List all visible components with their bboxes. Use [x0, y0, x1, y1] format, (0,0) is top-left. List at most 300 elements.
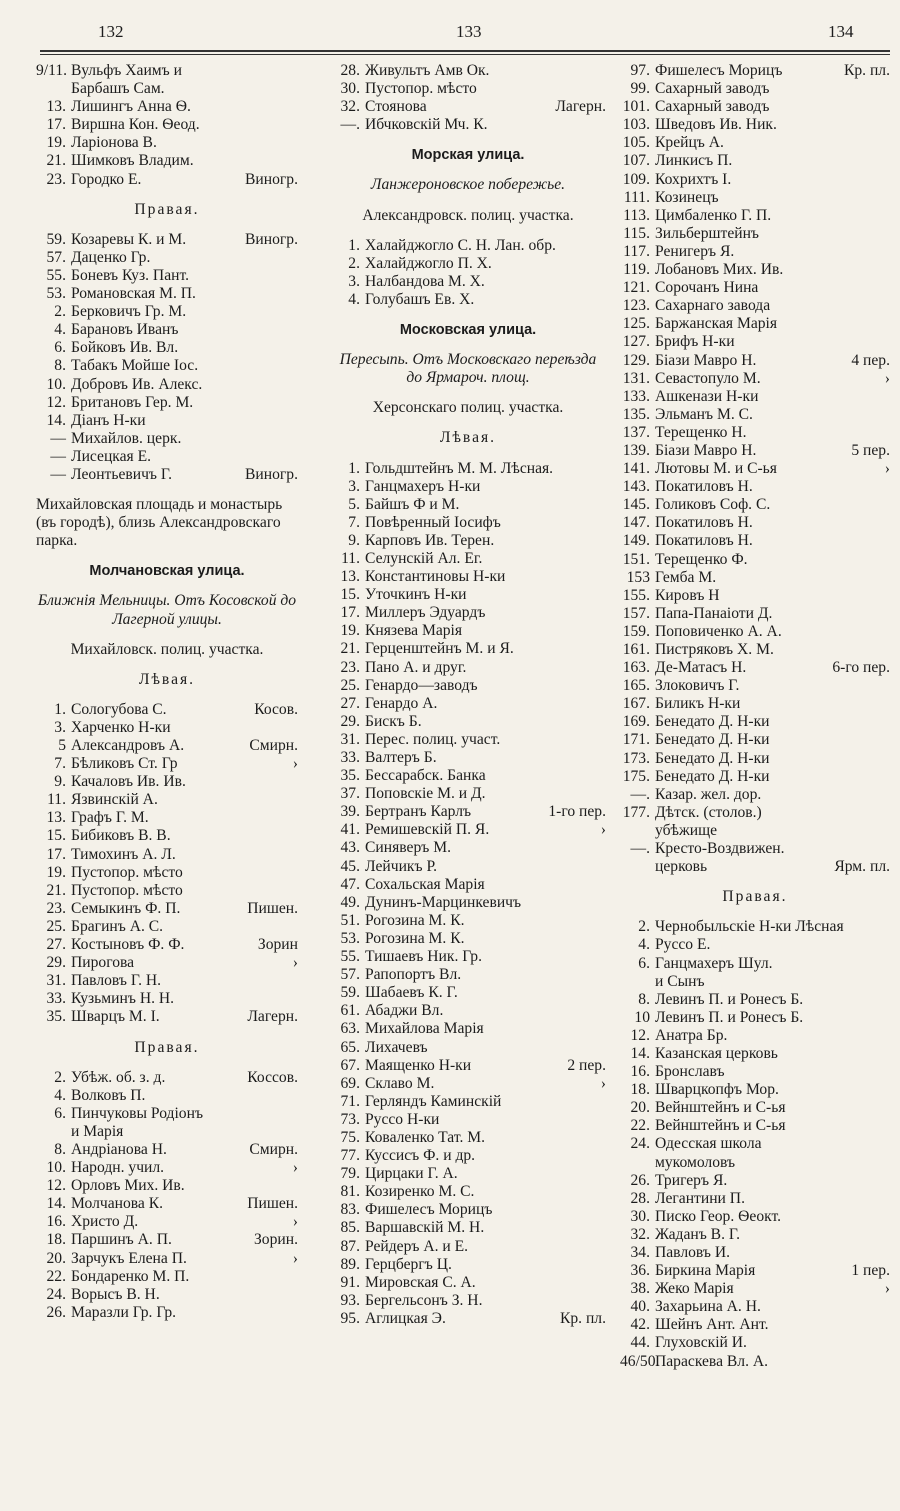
cross-street-note: Косов.: [254, 700, 298, 718]
house-number: 153: [626, 568, 650, 586]
directory-entry: [330, 1201, 606, 1219]
directory-entry: [330, 532, 606, 550]
owner-name: Виршна Кон. Ѳеод.: [71, 116, 200, 134]
house-number: 1.: [348, 459, 360, 477]
directory-entry: [620, 1009, 890, 1027]
owner-name: мукомоловъ: [655, 1153, 736, 1171]
owner-name: Пистряковъ Х. М.: [655, 641, 774, 658]
house-number: 4.: [638, 936, 650, 954]
owner-name: Даценко Гр.: [71, 248, 151, 266]
owner-name: Параскева Вл. А.: [655, 1352, 769, 1370]
owner-name: Бенедато Д. Н-ки: [655, 749, 770, 767]
directory-entry: [330, 767, 606, 785]
cross-street-note: Виногр.: [245, 170, 298, 188]
house-number: 3.: [54, 718, 66, 736]
owner-name: Лейчикъ Р.: [365, 857, 438, 875]
owner-name: Тимохинъ А. Л.: [71, 845, 176, 863]
street-title: Молчановская улица.: [89, 563, 245, 580]
directory-entry: [620, 641, 890, 659]
directory-entry: [36, 1286, 298, 1304]
owner-name: Миллеръ Эдуардъ: [365, 604, 486, 622]
cross-street-note: Лагерн.: [247, 1008, 298, 1026]
owner-name: Леонтьевичъ Г.: [71, 465, 173, 483]
house-number: 30.: [340, 80, 360, 98]
house-number: 47.: [340, 875, 360, 893]
spacer: [620, 906, 890, 918]
house-number: 113.: [623, 206, 650, 224]
owner-name: Тишаевъ Ник. Гр.: [365, 948, 482, 966]
directory-entry: [620, 1262, 890, 1280]
house-number: 18.: [46, 1231, 66, 1249]
owner-name: Козаревы К. и М.: [71, 230, 187, 248]
owner-name: Де-Матасъ Н.: [655, 659, 747, 677]
owner-name: Лихачевъ: [365, 1038, 428, 1056]
directory-entry: [620, 496, 890, 514]
directory-entry: [36, 1141, 298, 1159]
directory-entry: [36, 755, 298, 773]
directory-entry: [36, 864, 298, 882]
spacer: [330, 195, 606, 207]
directory-entry: [330, 749, 606, 767]
owner-name: Гемба М.: [655, 568, 717, 586]
owner-name: Генардо А.: [365, 694, 438, 712]
cross-street-note: Зорин: [257, 936, 298, 954]
directory-entry: [36, 1213, 298, 1231]
directory-entry: [36, 134, 298, 152]
spacer: [36, 580, 298, 592]
owner-name: Цирцаки Г. А.: [365, 1165, 458, 1183]
directory-entry: [620, 388, 890, 406]
directory-entry: [330, 1274, 606, 1292]
spacer: [330, 225, 606, 237]
directory-entry: [36, 1159, 298, 1177]
house-number: 45.: [340, 857, 360, 875]
owner-name: Варшавскій М. Н.: [365, 1219, 485, 1237]
house-number: 31.: [340, 730, 360, 748]
directory-entry: [330, 62, 606, 80]
directory-entry: [620, 171, 890, 189]
cross-street-note: Ярм. пл.: [834, 858, 890, 876]
spacer: [36, 189, 298, 201]
directory-entry: [330, 803, 606, 821]
house-number: 151.: [622, 550, 650, 568]
owner-name: Діанъ Н-ки: [71, 411, 146, 429]
house-number: 117.: [623, 242, 650, 260]
house-number: 43.: [340, 839, 360, 857]
entry-continuation: [36, 80, 298, 98]
directory-entry: [620, 1226, 890, 1244]
owner-name: Константиновы Н-ки: [365, 568, 506, 586]
owner-name: Костыновъ Ф. Ф.: [71, 936, 185, 954]
cross-street-note: ›: [600, 1074, 606, 1092]
directory-entry: [36, 827, 298, 845]
house-number: 35.: [46, 1008, 66, 1026]
directory-entry: [330, 1111, 606, 1129]
owner-name: Павловъ И.: [655, 1244, 731, 1261]
owner-name: Бенедато Д. Н-ки: [655, 731, 770, 749]
owner-name: Рогозина М. К.: [365, 911, 465, 929]
house-number: 6.: [638, 954, 650, 972]
directory-entry: [620, 189, 890, 207]
directory-entry: [620, 478, 890, 496]
owner-name: Герляндъ Каминскій: [365, 1092, 502, 1110]
owner-name: Кохрихтъ І.: [655, 170, 732, 188]
directory-entry: [330, 894, 606, 912]
owner-name: Семыкинъ Ф. П.: [71, 899, 181, 917]
house-number: 16.: [630, 1063, 650, 1081]
owner-name: Крейцъ А.: [655, 134, 724, 152]
house-number: 33.: [340, 749, 360, 766]
house-number: 133.: [622, 387, 650, 405]
owner-name: Севастопуло М.: [655, 369, 761, 387]
house-number: 25.: [46, 917, 66, 935]
house-number: 25.: [340, 676, 360, 694]
owner-name: Куссисъ Ф. и др.: [365, 1147, 476, 1165]
owner-name: Абаджи Вл.: [365, 1002, 444, 1020]
owner-name: Фишелесъ Морицъ: [655, 62, 783, 79]
owner-name: Убѣж. об. з. д.: [71, 1068, 166, 1086]
owner-name: Сорочанъ Нина: [655, 279, 759, 297]
house-number: 171.: [622, 731, 650, 749]
owner-name: Рогозина М. К.: [365, 929, 465, 947]
cross-street-note: Смирн.: [249, 1140, 298, 1158]
owner-name: Гольдштейнъ М. М. Лѣсная.: [365, 459, 554, 477]
house-number: 115.: [623, 224, 650, 242]
house-number: 23.: [46, 899, 66, 917]
cross-street-note: Кр. пл.: [559, 1309, 606, 1327]
house-number: 155.: [622, 586, 650, 604]
cross-street-note: ›: [292, 1249, 298, 1267]
directory-entry: [36, 1105, 298, 1123]
directory-entry: [330, 98, 606, 116]
spacer: [36, 689, 298, 701]
directory-entry: [620, 1063, 890, 1081]
house-number: 159.: [622, 622, 650, 640]
spacer: [330, 164, 606, 176]
owner-name: Пано А. и друг.: [365, 658, 467, 676]
owner-name: Христо Д.: [71, 1213, 139, 1231]
directory-entry: [330, 291, 606, 309]
house-number: 65.: [340, 1038, 360, 1056]
directory-entry: [330, 1129, 606, 1147]
directory-entry: [330, 1256, 606, 1274]
owner-name: Перес. полиц. участ.: [365, 730, 501, 748]
owner-name: Народн. учил.: [71, 1159, 165, 1177]
directory-entry: [36, 152, 298, 170]
directory-entry: [620, 955, 890, 973]
directory-entry: [36, 303, 298, 321]
owner-name: Бискъ Б.: [365, 712, 422, 730]
owner-name: Байшъ Ф и М.: [365, 495, 460, 513]
house-number: 67.: [340, 1056, 360, 1074]
house-number: 5: [58, 737, 66, 754]
owner-name: Павловъ Г. Н.: [71, 972, 162, 990]
entry-continuation: [620, 858, 890, 876]
house-number: 28.: [340, 62, 360, 79]
directory-entry: [620, 116, 890, 134]
owner-name: Качаловъ Ив. Ив.: [71, 773, 186, 791]
directory-entry: [330, 237, 606, 255]
cross-street-note: Виногр.: [245, 465, 298, 483]
directory-entry: [620, 98, 890, 116]
house-number: 143.: [622, 478, 650, 496]
owner-name: Паршинъ А. П.: [71, 1231, 172, 1249]
house-number: 3.: [348, 477, 360, 495]
directory-entry: [330, 785, 606, 803]
house-number: 8.: [54, 1140, 66, 1158]
owner-name: Пирогова: [71, 954, 135, 972]
house-number: 27.: [340, 694, 360, 712]
owner-name: Казар. жел. дор.: [655, 785, 762, 803]
house-number: 15.: [46, 827, 66, 845]
directory-entry: [330, 876, 606, 894]
owner-name: Поповиченко А. А.: [655, 622, 782, 640]
house-number: 36.: [630, 1262, 650, 1280]
house-number: 21.: [46, 881, 66, 899]
owner-name: Казанская церковь: [655, 1044, 778, 1062]
directory-entry: [330, 80, 606, 98]
directory-entry: [36, 954, 298, 972]
owner-name: Терещенко Ф.: [655, 550, 748, 568]
owner-name: Покатиловъ Н.: [655, 478, 753, 496]
owner-name: Склаво М.: [365, 1074, 435, 1092]
owner-name: Эльманъ М. С.: [655, 405, 753, 423]
owner-name: Лисецкая Е.: [71, 447, 152, 465]
house-number: 17.: [340, 604, 360, 622]
spacer: [330, 448, 606, 460]
house-number: 1.: [348, 236, 360, 254]
owner-name: Городко Е.: [71, 170, 142, 188]
owner-name: Вейнштейнъ и С-ья: [655, 1117, 786, 1135]
house-number: 5.: [348, 495, 360, 513]
house-number: 17.: [46, 845, 66, 863]
directory-entry: [36, 267, 298, 285]
house-number: 147.: [622, 514, 650, 532]
cross-street-note: Пишен.: [247, 899, 298, 917]
cross-street-note: 2 пер.: [567, 1056, 606, 1074]
owner-name: Папа-Панаіоти Д.: [655, 604, 773, 622]
spacer: [36, 219, 298, 231]
directory-entry: [330, 550, 606, 568]
cross-street-note: ›: [884, 369, 890, 387]
house-number: 26.: [630, 1171, 650, 1189]
house-number: 8.: [54, 357, 66, 375]
owner-name: Биликъ Н-ки: [655, 695, 741, 713]
directory-entry: [330, 1219, 606, 1237]
house-number: 29.: [340, 712, 360, 730]
spacer: [330, 417, 606, 429]
house-number: 73.: [340, 1110, 360, 1128]
cross-street-note: ›: [292, 1213, 298, 1231]
house-number: 177.: [622, 803, 650, 821]
house-number: 169.: [622, 713, 650, 731]
directory-entry: [36, 116, 298, 134]
owner-name: Сологубова С.: [71, 700, 167, 718]
directory-entry: [620, 460, 890, 478]
house-number: 40.: [630, 1298, 650, 1316]
cross-street-note: ›: [884, 460, 890, 478]
directory-entry: [620, 1117, 890, 1135]
house-number: 23.: [46, 170, 66, 188]
street-description: Ланжероновское побережье.: [370, 176, 566, 194]
directory-entry: [620, 207, 890, 225]
owner-name: Синяверъ М.: [365, 839, 451, 857]
directory-entry: [620, 750, 890, 768]
owner-name: Линкисъ П.: [655, 152, 733, 170]
house-number: 18.: [630, 1081, 650, 1099]
directory-entry: [36, 900, 298, 918]
owner-name: Покатиловъ Н.: [655, 514, 753, 532]
house-number: 9.: [348, 531, 360, 549]
owner-name: Орловъ Мих. Ив.: [71, 1177, 185, 1195]
house-number: 14.: [46, 411, 66, 429]
house-number: 13.: [46, 98, 66, 116]
house-number: 161.: [622, 641, 650, 658]
house-number: 137.: [622, 423, 650, 441]
directory-entry: [620, 514, 890, 532]
house-number: 1.: [54, 700, 66, 718]
cross-street-note: ›: [292, 1159, 298, 1177]
directory-entry: [36, 809, 298, 827]
house-number: 2.: [348, 254, 360, 272]
owner-name: Налбандова М. Х.: [365, 272, 485, 290]
house-number: 139.: [622, 441, 650, 459]
house-number: 4.: [54, 321, 66, 339]
directory-entry: [620, 1334, 890, 1352]
street-description: Ближнія Мельницы. Отъ Косовской до Лагерной улицы.: [37, 592, 297, 628]
owner-name: Лютовы М. и С-ья: [655, 460, 777, 478]
owner-name: Андріанова Н.: [71, 1140, 167, 1158]
owner-name: Пустопор. мѣсто: [365, 80, 477, 98]
owner-name: Халайджогло С. Н. Лан. обр.: [365, 236, 556, 254]
house-number: —: [50, 429, 66, 447]
directory-entry: [620, 731, 890, 749]
owner-name: Князева Марія: [365, 622, 463, 640]
house-number: 59.: [340, 984, 360, 1002]
directory-entry: [620, 1280, 890, 1298]
police-district: Херсонскаго полиц. участка.: [372, 399, 564, 417]
house-number: 69.: [340, 1074, 360, 1092]
directory-entry: [36, 62, 298, 80]
owner-name: Глуховскій И.: [655, 1334, 747, 1352]
directory-entry: [620, 1244, 890, 1262]
directory-entry: [620, 695, 890, 713]
cross-street-note: Кр. пл.: [843, 62, 890, 79]
owner-name: Руссо Н-ки: [365, 1110, 440, 1128]
house-number: 7.: [348, 513, 360, 531]
house-number: 3.: [348, 272, 360, 290]
directory-entry: [330, 821, 606, 839]
owner-name: Маразли Гр. Гр.: [71, 1303, 177, 1321]
directory-entry: [36, 1087, 298, 1105]
owner-name: Шварцъ М. І.: [71, 1008, 160, 1026]
house-number: 21.: [46, 152, 66, 170]
directory-entry: [36, 936, 298, 954]
spacer: [330, 387, 606, 399]
directory-entry: [330, 604, 606, 622]
side-heading: Правая.: [722, 888, 788, 906]
house-number: 101.: [622, 98, 650, 116]
house-number: 131.: [622, 369, 650, 387]
house-number: 157.: [622, 604, 650, 622]
house-number: 95.: [340, 1309, 360, 1327]
house-number: 12.: [46, 393, 66, 411]
owner-name: Зарчукъ Елена П.: [71, 1249, 187, 1267]
directory-entry: [330, 568, 606, 586]
house-number: 71.: [340, 1092, 360, 1110]
directory-entry: [36, 321, 298, 339]
owner-name: Ларіонова В.: [71, 134, 157, 152]
directory-entry: [620, 152, 890, 170]
directory-entry: [330, 496, 606, 514]
owner-name: Шимковъ Владим.: [71, 152, 194, 170]
owner-name: Козинецъ: [655, 188, 719, 206]
house-number: 19.: [46, 863, 66, 881]
directory-entry: [620, 804, 890, 822]
owner-name: Романовская М. П.: [71, 285, 196, 303]
cross-street-note: Пишен.: [247, 1195, 298, 1213]
owner-name: Уточкинъ Н-ки: [365, 586, 467, 604]
house-number: 97.: [630, 62, 650, 79]
house-number: 11.: [47, 791, 66, 809]
owner-name: Шведовъ Ив. Ник.: [655, 116, 777, 134]
directory-entry: [36, 376, 298, 394]
house-number: 99.: [630, 80, 650, 98]
house-number: 32.: [340, 98, 360, 116]
directory-entry: [330, 930, 606, 948]
street-title: Морская улица.: [411, 147, 525, 164]
owner-name: Цимбаленко Г. П.: [655, 206, 772, 224]
house-number: 55.: [340, 948, 360, 966]
directory-entry: [330, 966, 606, 984]
owner-name: Повѣренный Іосифъ: [365, 513, 501, 531]
owner-name: Баржанская Марія: [655, 315, 778, 333]
cross-street-note: 5 пер.: [851, 441, 890, 459]
directory-entry: [620, 352, 890, 370]
owner-name: Анатра Бр.: [655, 1026, 728, 1044]
owner-name: Герценштейнъ М. и Я.: [365, 640, 514, 658]
directory-entry: [620, 225, 890, 243]
house-number: 2.: [638, 918, 650, 936]
house-number: 26.: [46, 1303, 66, 1321]
spacer: [36, 629, 298, 641]
house-number: 22.: [630, 1117, 650, 1135]
side-heading: Лѣвая.: [439, 429, 497, 447]
directory-entry: [330, 1039, 606, 1057]
house-number: 2.: [54, 1068, 66, 1086]
house-number: 167.: [622, 695, 650, 713]
house-number: 87.: [340, 1237, 360, 1255]
owner-name: Кировъ Н: [655, 586, 720, 604]
directory-entry: [620, 918, 890, 936]
owner-name: Бронславъ: [655, 1063, 725, 1081]
owner-name: Ворысъ В. Н.: [71, 1285, 160, 1303]
house-number: 103.: [622, 116, 650, 134]
owner-name: Ганцмахеръ Н-ки: [365, 477, 481, 495]
owner-name: Покатиловъ Н.: [655, 532, 753, 550]
directory-entry: [36, 773, 298, 791]
directory-entry: [620, 1316, 890, 1334]
house-number: 4.: [348, 290, 360, 308]
owner-name: Бенедато Д. Н-ки: [655, 713, 770, 731]
house-number: 49.: [340, 893, 360, 911]
directory-entry: [330, 1075, 606, 1093]
owner-name: Бибиковъ В. В.: [71, 827, 171, 845]
directory-entry: [36, 918, 298, 936]
house-number: 21.: [340, 640, 360, 658]
column-middle: [330, 62, 606, 1328]
cross-street-note: ›: [292, 755, 298, 773]
